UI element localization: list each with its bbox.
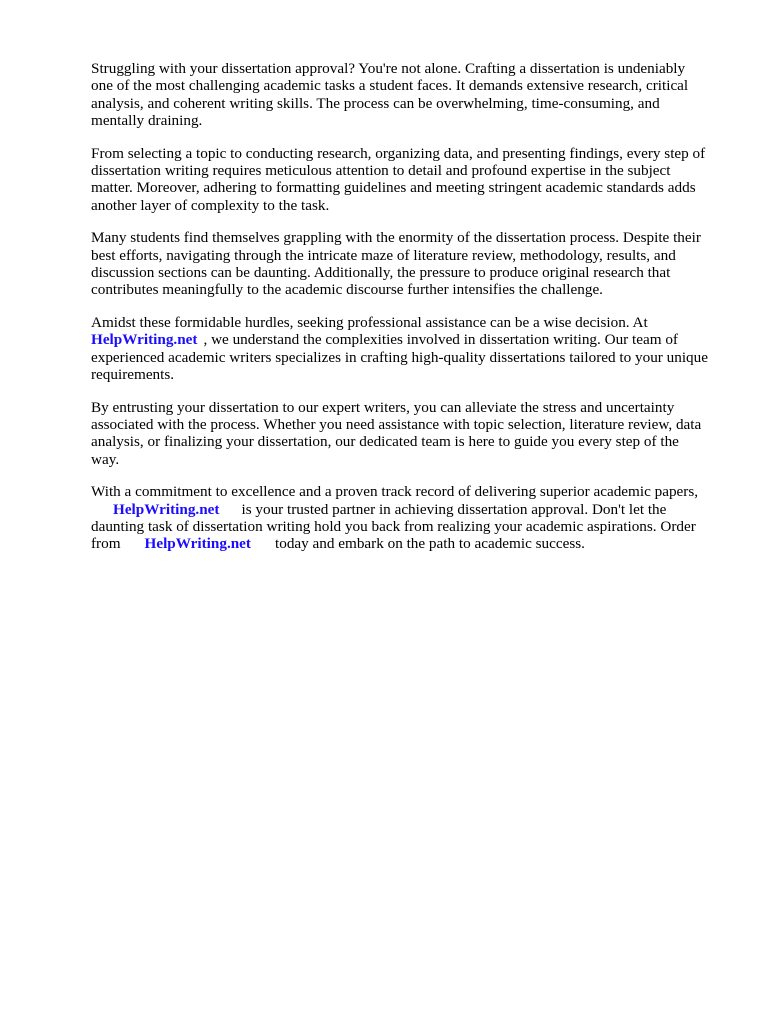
- paragraph-2-line-1: From selecting a topic to conducting research, organizing data, and presenting findings, every step of: [91, 144, 706, 162]
- paragraph-5-line-3: analysis, or finalizing your dissertation, our dedicated team is here to guide you every step of the: [91, 433, 679, 451]
- paragraph-2-line-2: dissertation writing requires meticulous attention to detail and profound expertise in the subject: [91, 161, 671, 179]
- paragraph-4: [91, 314, 731, 383]
- paragraph-6-line-4-start: from: [91, 535, 121, 553]
- paragraph-5-line-1: By entrusting your dissertation to our expert writers, you can alleviate the stress and uncertainty: [91, 398, 675, 416]
- paragraph-5-line-4: way.: [91, 450, 120, 468]
- paragraph-4-line-4: requirements.: [91, 365, 175, 383]
- paragraph-4-line-3: experienced academic writers specializes in crafting high-quality dissertations tailored to your unique: [91, 348, 708, 366]
- helpwriting-link[interactable]: HelpWriting.net: [144, 535, 251, 553]
- paragraph-3-line-2: best efforts, navigating through the intricate maze of literature review, methodology, results, and: [91, 246, 676, 264]
- paragraph-4-line-2: , we understand the complexities involved in dissertation writing. Our team of: [203, 331, 678, 349]
- paragraph-3-line-1: Many students find themselves grappling with the enormity of the dissertation process. Despite their: [91, 229, 701, 247]
- paragraph-6-line-1: With a commitment to excellence and a proven track record of delivering superior academic papers,: [91, 483, 699, 501]
- paragraph-5: [91, 399, 731, 468]
- paragraph-4-line-1: Amidst these formidable hurdles, seeking professional assistance can be a wise decision. At: [91, 314, 648, 332]
- paragraph-1-line-3: analysis, and coherent writing skills. The process can be overwhelming, time-consuming, and: [91, 94, 660, 112]
- paragraph-2-line-4: another layer of complexity to the task.: [91, 196, 330, 214]
- paragraph-6: [91, 483, 731, 552]
- paragraph-3-line-4: contributes meaningfully to the academic discourse further intensifies the challenge.: [91, 281, 603, 299]
- paragraph-3-line-3: discussion sections can be daunting. Additionally, the pressure to produce original research that: [91, 263, 671, 281]
- paragraph-3: [91, 229, 731, 298]
- paragraph-1-line-1: Struggling with your dissertation approval? You're not alone. Crafting a dissertation is undeniably: [91, 60, 686, 77]
- paragraph-5-line-2: associated with the process. Whether you need assistance with topic selection, literature review, data: [91, 416, 702, 434]
- paragraph-2: [91, 145, 731, 214]
- paragraph-2-line-3: matter. Moreover, adhering to formatting guidelines and meeting stringent academic standards adds: [91, 179, 696, 197]
- document-page: [91, 60, 731, 568]
- paragraph-6-line-3: daunting task of dissertation writing hold you back from realizing your academic aspirations. Order: [91, 518, 696, 536]
- paragraph-1: [91, 60, 731, 129]
- helpwriting-link[interactable]: HelpWriting.net: [91, 331, 198, 349]
- helpwriting-link[interactable]: HelpWriting.net: [113, 500, 220, 518]
- paragraph-1-line-2: one of the most challenging academic tasks a student faces. It demands extensive research, critical: [91, 77, 689, 95]
- paragraph-1-line-4: mentally draining.: [91, 111, 203, 129]
- paragraph-6-line-4-rest: today and embark on the path to academic success.: [275, 535, 585, 553]
- paragraph-6-line-2: is your trusted partner in achieving dissertation approval. Don't let the: [241, 500, 667, 518]
